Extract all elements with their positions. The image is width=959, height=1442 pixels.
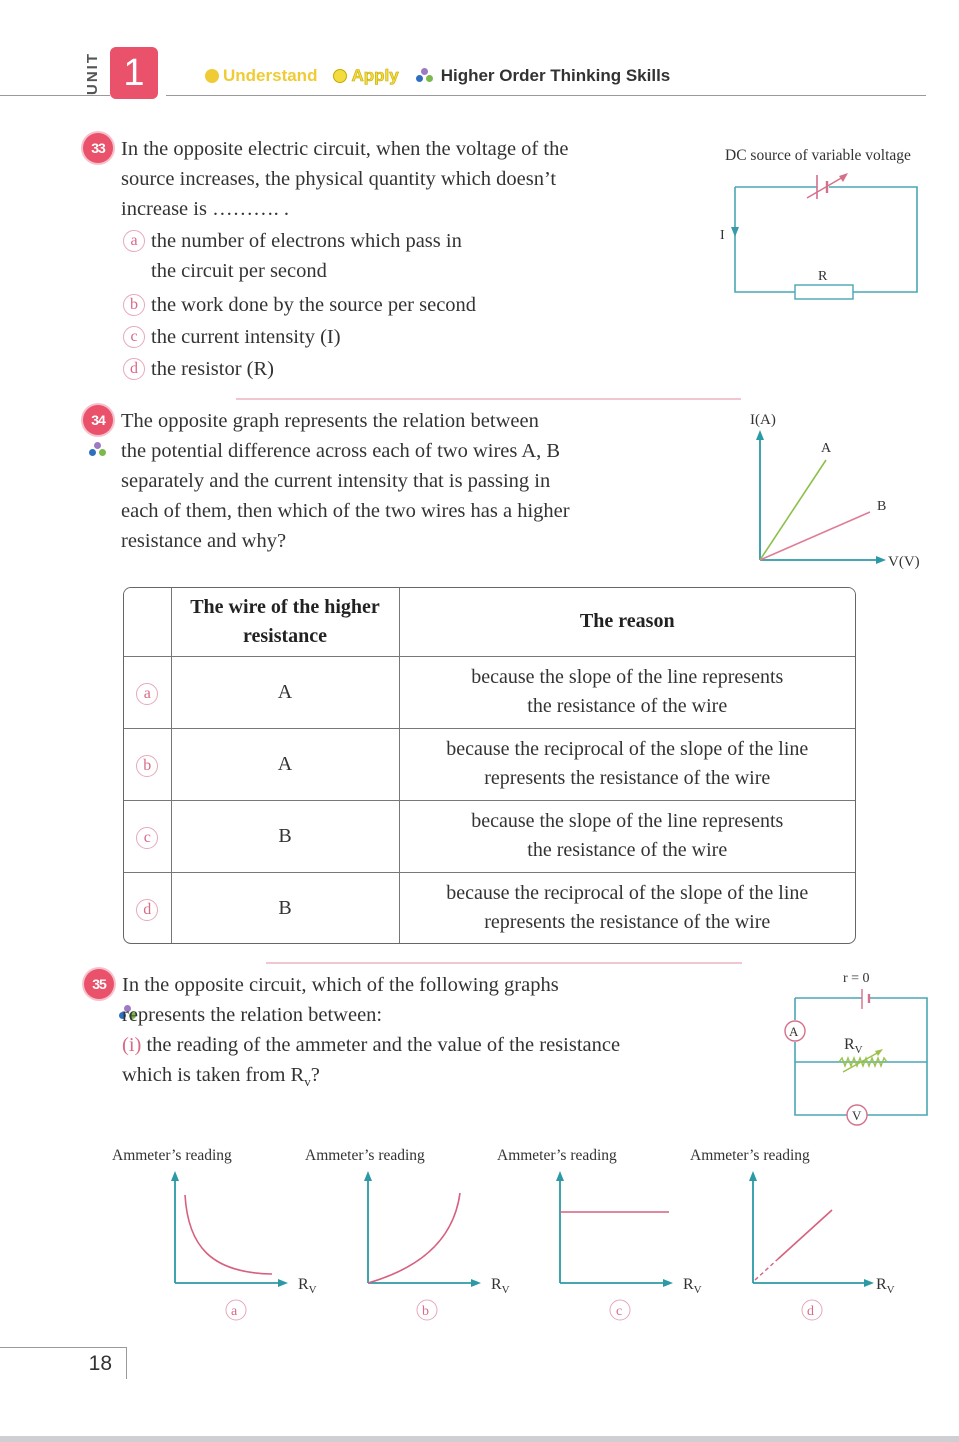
sub-question-marker: (i) <box>122 1034 142 1056</box>
y-axis-label: I(A) <box>750 412 776 428</box>
option-letter-a: a <box>231 1304 238 1319</box>
line-a-label: A <box>821 441 832 456</box>
option-letter-d: d <box>807 1304 814 1319</box>
page-number: 18 <box>88 1352 112 1375</box>
section-divider <box>236 398 741 400</box>
q33-option-b[interactable]: b the work done by the source per second <box>123 290 476 320</box>
svg-text:RV: $R_V$ <box>298 1276 317 1296</box>
option-letter-b: b <box>136 755 158 777</box>
q33-option-d[interactable]: d the resistor (R) <box>123 354 274 384</box>
svg-text:RV: $R_V$ <box>491 1276 510 1296</box>
header-wire: The wire of the higher resistance <box>171 588 399 656</box>
legend-understand: Understand <box>205 66 317 86</box>
q33-circuit-diagram <box>715 165 935 305</box>
current-label: I <box>720 228 725 243</box>
graph-option-c[interactable]: Ammeter’s reading $R_V$ c <box>485 1145 680 1330</box>
svg-text:RV: $R_V$ <box>683 1276 702 1296</box>
legend-hots: Higher Order Thinking Skills <box>415 66 671 86</box>
unit-label: UNIT <box>83 51 101 95</box>
option-letter-b: b <box>123 294 145 316</box>
section-divider <box>266 962 742 964</box>
q34-stem: The opposite graph represents the relation between the potential difference across each of two wires A, B separately and the current intensity that is passing in each of them, then which of the two wires has a higher resistance and why? <box>121 410 570 552</box>
svg-text:RV: $R_V$ <box>876 1276 895 1296</box>
q33-stem: In the opposite electric circuit, when the voltage of the source increases, the physical quantity which doesn’t increase is ………. . <box>121 138 569 220</box>
unit-number-badge: 1 <box>110 47 158 99</box>
option-letter-d: d <box>123 358 145 380</box>
option-letter-c: c <box>136 827 158 849</box>
x-axis-label: V(V) <box>888 554 920 570</box>
option-letter-c: c <box>123 326 145 348</box>
apply-dot-icon <box>333 69 347 83</box>
legend-apply: Apply <box>333 66 398 86</box>
bottom-edge <box>0 1436 959 1442</box>
table-row[interactable]: a A because the slope of the line represents the resistance of the wire <box>124 656 855 728</box>
page-number-box <box>0 1347 127 1379</box>
table-header-row <box>124 588 855 656</box>
hots-icon <box>415 68 435 84</box>
header-reason: The reason <box>399 588 855 656</box>
option-letter-d: d <box>136 899 158 921</box>
table-row[interactable]: c B because the slope of the line represents the resistance of the wire <box>124 800 855 872</box>
rheostat-label: $R_V$ <box>844 1036 863 1056</box>
question-number-35: 35 <box>84 969 114 999</box>
graph-d-straight-line <box>678 1165 918 1325</box>
graph-option-b[interactable]: Ammeter’s reading $R_V$ b <box>293 1145 488 1330</box>
dc-source-label: DC source of variable voltage <box>725 147 911 164</box>
graph-option-a[interactable]: Ammeter’s reading $R_V$ a <box>100 1145 295 1330</box>
header-divider-right <box>166 95 926 96</box>
q33-option-a[interactable]: a the number of electrons which pass in the circuit per second <box>123 226 462 286</box>
option-letter-a: a <box>136 683 158 705</box>
graph-option-d[interactable]: Ammeter’s reading $R_V$ d <box>678 1145 908 1330</box>
option-letter-c: c <box>616 1304 623 1319</box>
q35-stem: In the opposite circuit, which of the following graphs represents the relation between: (i) the reading of the ammeter and the value of the resistance which is taken from $R_v$? <box>122 974 621 1090</box>
table-row[interactable]: d B because the reciprocal of the slope of the line represents the resistance of the wire <box>124 872 855 944</box>
resistor-label: R <box>818 269 828 284</box>
q35-circuit-diagram <box>775 963 940 1133</box>
understand-dot-icon <box>205 69 219 83</box>
option-letter-a: a <box>123 230 145 252</box>
skill-legend <box>205 66 670 86</box>
internal-resistance-label: r = 0 <box>843 971 870 986</box>
table-row[interactable]: b A because the reciprocal of the slope of the line represents the resistance of the wire <box>124 728 855 800</box>
q33-option-c[interactable]: c the current intensity (I) <box>123 322 341 352</box>
header-divider-left <box>0 95 110 96</box>
question-number-33: 33 <box>83 133 113 163</box>
ammeter-label: A <box>789 1024 799 1039</box>
line-b-label: B <box>877 499 887 514</box>
voltmeter-label: V <box>852 1108 862 1123</box>
q34-answer-table <box>123 587 856 944</box>
option-letter-b: b <box>422 1304 429 1319</box>
q35-graph-options <box>100 1145 950 1335</box>
question-number-34: 34 <box>83 405 113 435</box>
q34-iv-graph <box>740 402 940 577</box>
hots-icon <box>88 442 108 458</box>
